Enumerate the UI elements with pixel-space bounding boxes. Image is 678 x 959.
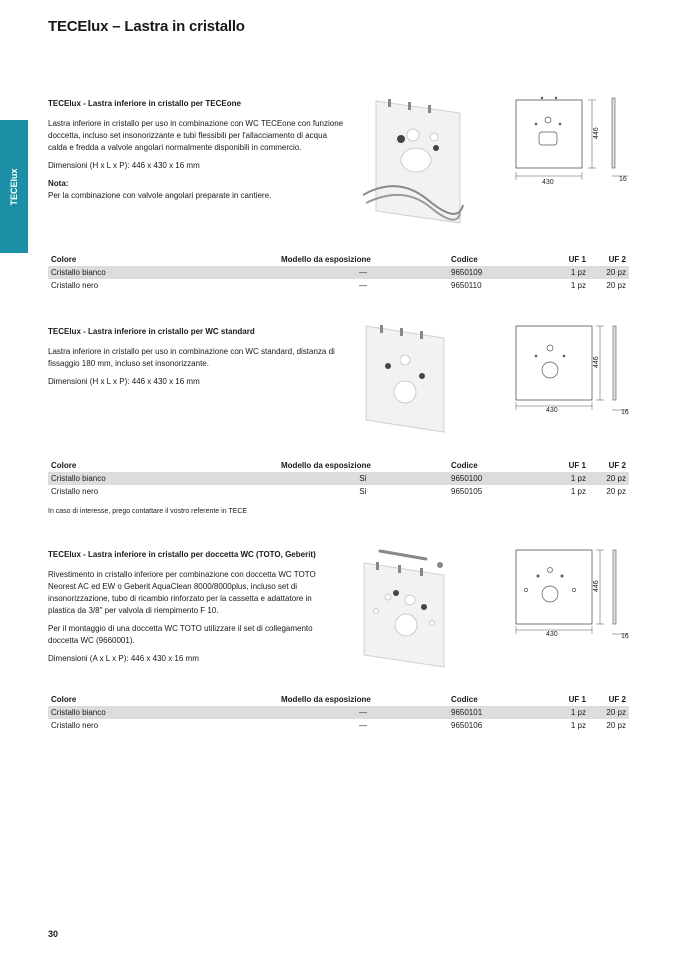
product-table-doccetta [48,693,629,732]
section-dimensions: Dimensioni (H x L x P): 446 x 430 x 16 mm [48,377,200,386]
cell-uf1: 1 pz [570,721,586,730]
side-tab-label: TECElux [9,167,19,206]
header-uf1: UF 1 [568,255,586,264]
header-uf2: UF 2 [608,695,626,704]
note-text: Per la combinazione con valvole angolari preparate in cantiere. [48,191,272,200]
table-header-row [48,253,629,266]
section-title: TECElux - Lastra inferiore in cristallo per doccetta WC (TOTO, Geberit) [48,550,316,559]
cell-uf1: 1 pz [549,706,589,719]
section-teceone [48,98,348,208]
header-color: Colore [51,461,77,470]
cell-color: Cristallo nero [51,721,99,730]
cell-code: 9650110 [451,281,482,290]
cell-uf2: 20 pz [606,721,626,730]
cell-uf2: 20 pz [606,281,626,290]
cell-color: Cristallo nero [51,281,99,290]
header-color: Colore [51,695,77,704]
cell-uf2: 20 pz [589,472,629,485]
cell-uf1: 1 pz [549,472,589,485]
dimension-height: 446 [593,127,600,139]
product-image-doccetta [358,545,453,670]
dimension-depth: 16 [621,633,629,640]
dimension-width: 430 [546,631,558,638]
header-color: Colore [51,255,77,264]
table-row [48,485,629,498]
cell-uf2: 20 pz [589,706,629,719]
cell-color: Cristallo bianco [48,706,278,719]
table-row [48,719,629,732]
cell-color: Cristallo nero [51,487,99,496]
dimension-depth: 16 [621,409,629,416]
section-title: TECElux - Lastra inferiore in cristallo per TECEone [48,99,241,108]
table-row [48,266,629,279]
header-uf1: UF 1 [568,461,586,470]
cell-code: 9650101 [448,706,549,719]
cell-model: — [278,266,448,279]
header-uf1: UF 1 [568,695,586,704]
dimension-height: 446 [593,356,600,368]
cell-model: — [278,706,448,719]
product-table-wc-standard [48,459,629,498]
page-title: TECElux – Lastra in cristallo [48,18,245,35]
cell-uf1: 1 pz [549,266,589,279]
cell-color: Cristallo bianco [48,266,278,279]
dimension-width: 430 [546,407,558,414]
drawing-wc-standard [508,322,633,417]
cell-uf2: 20 pz [606,487,626,496]
cell-uf2: 20 pz [589,266,629,279]
product-table-teceone [48,253,629,292]
cell-model: — [359,721,367,730]
header-code: Codice [451,255,478,264]
section-description: Rivestimento in cristallo inferiore per combinazione con doccetta WC TOTO Neorest AC ed EW o Geberit AquaClean 8000/8000plus, incluso set di insonorizzazione, tubo di ricambio rinforzato per la cassetta e adattatore in plastica da 3/8" per valvola di riempimento F 10. [48,570,316,615]
cell-color: Cristallo bianco [48,472,278,485]
header-model: Modello da esposizione [281,255,371,264]
header-uf2: UF 2 [608,461,626,470]
header-model: Modello da esposizione [281,695,371,704]
table-row [48,706,629,719]
product-image-wc-standard [360,322,450,437]
cell-model: Sì [359,487,367,496]
header-code: Codice [451,461,478,470]
section-doccetta [48,549,338,671]
footnote: In caso di interesse, prego contattare il vostro referente in TECE [48,508,248,515]
cell-code: 9650109 [448,266,549,279]
section-dimensions: Dimensioni (H x L x P): 446 x 430 x 16 mm [48,161,200,170]
cell-code: 9650106 [451,721,483,730]
table-row [48,279,629,292]
page-number: 30 [48,929,59,939]
dimension-width: 430 [542,179,554,186]
table-header-row [48,459,629,472]
section-montaggio: Per il montaggio di una doccetta WC TOTO utilizzare il set di collegamento doccetta WC (9660001). [48,624,313,645]
section-description: Lastra inferiore in cristallo per uso in combinazione con WC TECEone con funzione doccetta, incluso set insonorizzante e tubi flessibili per l'allacciamento di acqua calda e fredda a valvole angolari normalmente disponibili in commercio. [48,119,344,152]
cell-code: 9650105 [451,487,483,496]
section-description: Lastra inferiore in cristallo per uso in combinazione con WC standard, distanza di fissaggio 180 mm, incluso set insonorizzante. [48,347,335,368]
header-model: Modello da esposizione [281,461,371,470]
table-row [48,472,629,485]
dimension-height: 446 [593,580,600,592]
section-title: TECElux - Lastra inferiore in cristallo per WC standard [48,327,255,336]
header-uf2: UF 2 [608,255,626,264]
cell-model: — [359,281,367,290]
cell-uf1: 1 pz [570,281,586,290]
dimension-depth: 16 [619,176,627,183]
product-image-teceone [358,95,468,235]
cell-model: Sì [278,472,448,485]
header-code: Codice [451,695,478,704]
section-wc-standard [48,326,348,394]
note-title: Nota: [48,179,69,188]
cell-uf1: 1 pz [570,487,586,496]
drawing-doccetta [508,546,633,641]
cell-code: 9650100 [448,472,549,485]
drawing-teceone [508,94,633,186]
side-tab [0,120,28,253]
section-dimensions: Dimensioni (A x L x P): 446 x 430 x 16 mm [48,654,199,663]
table-header-row [48,693,629,706]
